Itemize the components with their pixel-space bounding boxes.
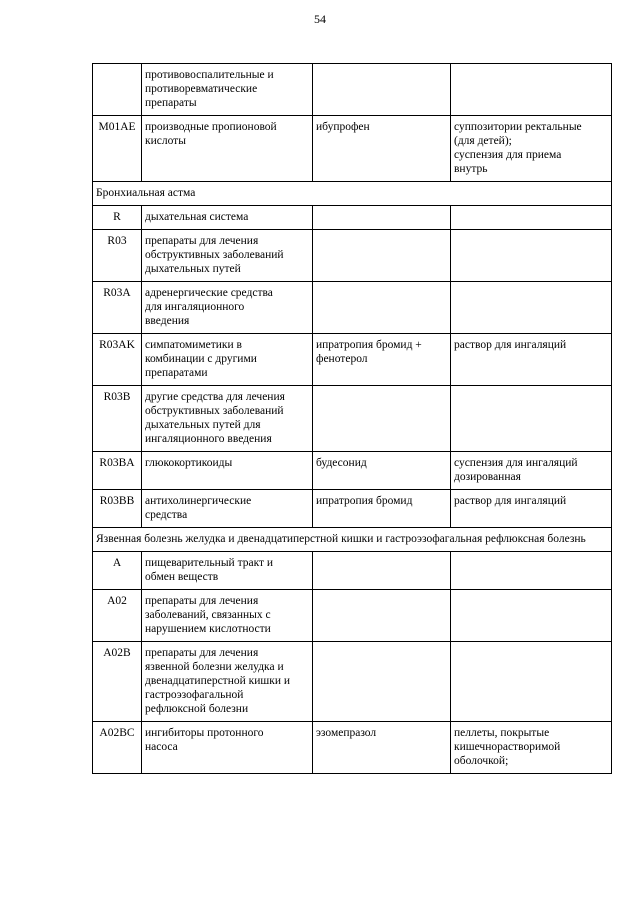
anatomical-group-cell: ингибиторы протонного насоса [142,722,313,774]
dosage-form-cell [451,386,612,452]
atc-code-cell: A02BC [93,722,142,774]
atc-code-cell: A [93,552,142,590]
anatomical-group-cell: дыхательная система [142,206,313,230]
atc-code-cell: R03A [93,282,142,334]
dosage-form-cell: суспензия для ингаляций дозированная [451,452,612,490]
drug-name-cell [313,552,451,590]
anatomical-group-cell: противовоспалительные и противоревматические препараты [142,64,313,116]
dosage-form-cell [451,230,612,282]
dosage-form-cell [451,590,612,642]
drug-table [92,63,612,774]
table-row [93,282,612,334]
atc-code-cell: M01AE [93,116,142,182]
section-row [93,182,612,206]
anatomical-group-cell: препараты для лечения язвенной болезни желудка и двенадцатиперстной кишки и гастроэзофагальной рефлюксной болезни [142,642,313,722]
dosage-form-cell: суппозитории ректальные (для детей); суспензия для приема внутрь [451,116,612,182]
drug-name-cell [313,64,451,116]
drug-name-cell [313,386,451,452]
section-title: Бронхиальная астма [93,182,612,206]
table-row [93,64,612,116]
atc-code-cell: R03BA [93,452,142,490]
drug-name-cell [313,590,451,642]
table-row [93,552,612,590]
table-row [93,116,612,182]
table-row [93,590,612,642]
table-row [93,490,612,528]
atc-code-cell: R03AK [93,334,142,386]
anatomical-group-cell: глюкокортикоиды [142,452,313,490]
table-row [93,452,612,490]
anatomical-group-cell: другие средства для лечения обструктивных заболеваний дыхательных путей для ингаляционного введения [142,386,313,452]
table-row [93,230,612,282]
dosage-form-cell: раствор для ингаляций [451,490,612,528]
drug-name-cell: ибупрофен [313,116,451,182]
dosage-form-cell [451,552,612,590]
table-row [93,722,612,774]
anatomical-group-cell: препараты для лечения заболеваний, связанных с нарушением кислотности [142,590,313,642]
drug-name-cell: ипратропия бромид + фенотерол [313,334,451,386]
table-row [93,334,612,386]
anatomical-group-cell: адренергические средства для ингаляционного введения [142,282,313,334]
anatomical-group-cell: пищеварительный тракт и обмен веществ [142,552,313,590]
atc-code-cell: A02 [93,590,142,642]
drug-name-cell [313,230,451,282]
page-number: 54 [314,12,326,26]
atc-code-cell: R03BB [93,490,142,528]
drug-name-cell [313,206,451,230]
section-title: Язвенная болезнь желудка и двенадцатиперстной кишки и гастроэзофагальная рефлюксная болезнь [93,528,612,552]
atc-code-cell [93,64,142,116]
atc-code-cell: R [93,206,142,230]
section-row [93,528,612,552]
table-row [93,386,612,452]
drug-name-cell [313,642,451,722]
drug-table-body [93,64,612,774]
dosage-form-cell [451,64,612,116]
dosage-form-cell [451,282,612,334]
atc-code-cell: R03 [93,230,142,282]
drug-name-cell: будесонид [313,452,451,490]
anatomical-group-cell: антихолинергические средства [142,490,313,528]
drug-name-cell: эзомепразол [313,722,451,774]
atc-code-cell: A02B [93,642,142,722]
drug-name-cell: ипратропия бромид [313,490,451,528]
anatomical-group-cell: препараты для лечения обструктивных заболеваний дыхательных путей [142,230,313,282]
dosage-form-cell: пеллеты, покрытые кишечнорастворимой оболочкой; [451,722,612,774]
dosage-form-cell [451,642,612,722]
anatomical-group-cell: производные пропионовой кислоты [142,116,313,182]
anatomical-group-cell: симпатомиметики в комбинации с другими препаратами [142,334,313,386]
drug-name-cell [313,282,451,334]
table-row [93,642,612,722]
dosage-form-cell: раствор для ингаляций [451,334,612,386]
table-row [93,206,612,230]
atc-code-cell: R03B [93,386,142,452]
dosage-form-cell [451,206,612,230]
